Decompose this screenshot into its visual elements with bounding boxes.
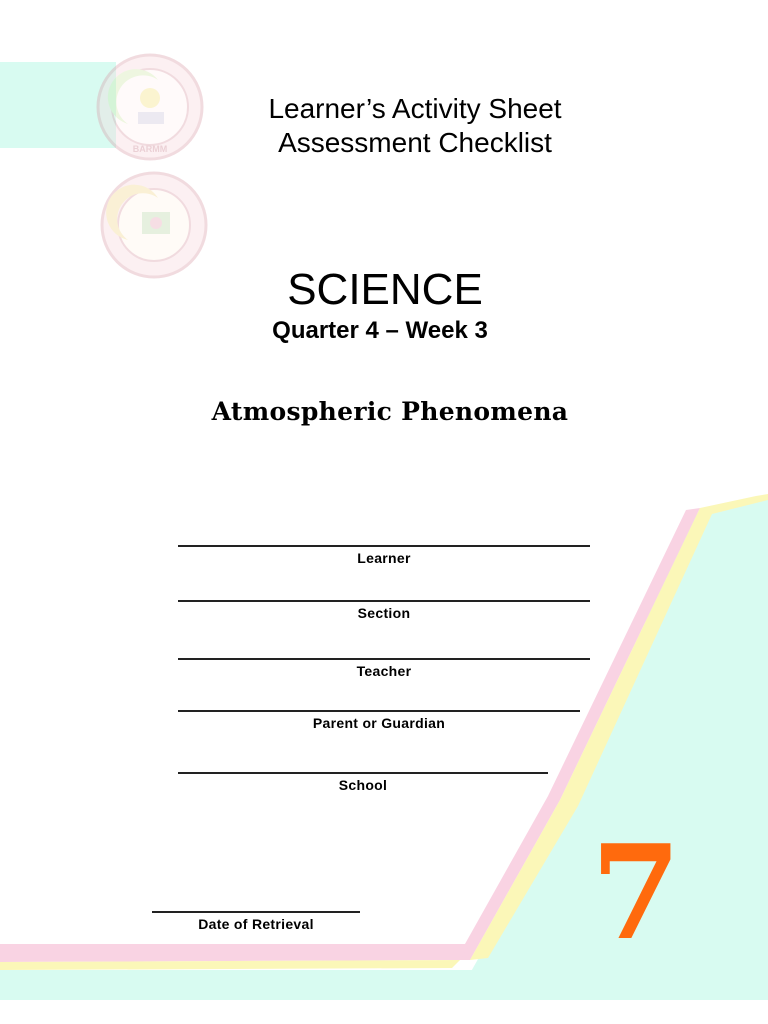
teacher-field [178, 658, 590, 679]
title-line-1: Learner’s Activity Sheet [268, 93, 562, 124]
bottom-pink-band [0, 944, 470, 962]
learner-blank-line[interactable] [178, 545, 590, 547]
topic-title: Atmospheric Phenomena [211, 397, 569, 426]
date-label: Date of Retrieval [198, 916, 314, 932]
learner-field [178, 545, 590, 566]
parent-blank-line[interactable] [178, 710, 580, 712]
date-field [152, 911, 360, 932]
parent-label: Parent or Guardian [312, 715, 446, 731]
school-label: School [338, 777, 388, 793]
teacher-label: Teacher [356, 663, 412, 679]
teacher-blank-line[interactable] [178, 658, 590, 660]
date-blank-line[interactable] [152, 911, 360, 913]
section-blank-line[interactable] [178, 600, 590, 602]
document-title [170, 92, 660, 160]
school-blank-line[interactable] [178, 772, 548, 774]
learner-label: Learner [357, 550, 411, 566]
deped-seal-icon [92, 170, 216, 280]
title-line-2: Assessment Checklist [278, 127, 552, 158]
bottom-mint-band [0, 970, 768, 1000]
section-label: Section [357, 605, 411, 621]
parent-field [178, 710, 580, 731]
school-field [178, 772, 548, 793]
seal-label: BARMM [132, 144, 168, 154]
subject-heading: SCIENCE [287, 265, 483, 314]
quarter-week: Quarter 4 – Week 3 [272, 317, 488, 344]
grade-number: 7 [590, 816, 682, 969]
section-field [178, 600, 590, 621]
